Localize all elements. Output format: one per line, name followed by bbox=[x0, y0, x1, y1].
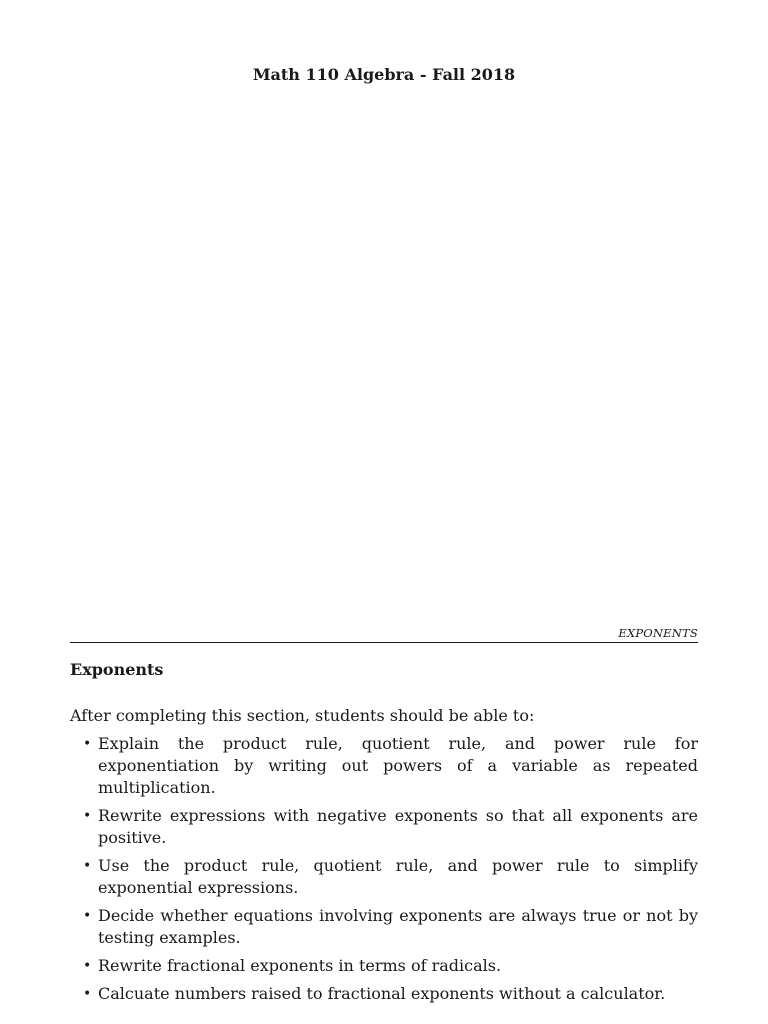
objective-item bbox=[70, 983, 698, 1005]
objective-item bbox=[70, 855, 698, 899]
objective-text: Decide whether equations involving exponents are always true or not by testing examples. bbox=[98, 906, 698, 947]
bullet-icon: • bbox=[83, 908, 92, 924]
bullet-icon: • bbox=[83, 986, 92, 1002]
objective-item bbox=[70, 955, 698, 977]
running-header: EXPONENTS bbox=[618, 626, 698, 640]
section-title: Exponents bbox=[70, 660, 164, 679]
objective-item bbox=[70, 733, 698, 799]
objective-text: Rewrite fractional exponents in terms of radicals. bbox=[98, 956, 502, 975]
objective-text: Rewrite expressions with negative exponents so that all exponents are positive. bbox=[98, 806, 698, 847]
objective-text: Use the product rule, quotient rule, and power rule to simplify exponential expressions. bbox=[98, 856, 698, 897]
objective-text: Calcuate numbers raised to fractional exponents without a calculator. bbox=[98, 984, 666, 1003]
bullet-icon: • bbox=[83, 858, 92, 874]
objective-item bbox=[70, 805, 698, 849]
objective-item bbox=[70, 905, 698, 949]
objective-text: Explain the product rule, quotient rule, and power rule for exponentiation by writing out powers of a variable as repeated multiplication. bbox=[98, 734, 698, 797]
bullet-icon: • bbox=[83, 958, 92, 974]
page-title: Math 110 Algebra - Fall 2018 bbox=[252, 65, 516, 84]
header-rule bbox=[70, 642, 698, 643]
bullet-icon: • bbox=[83, 808, 92, 824]
intro-text: After completing this section, students should be able to: bbox=[70, 706, 535, 725]
objectives-list bbox=[70, 733, 698, 1011]
bullet-icon: • bbox=[83, 736, 92, 752]
